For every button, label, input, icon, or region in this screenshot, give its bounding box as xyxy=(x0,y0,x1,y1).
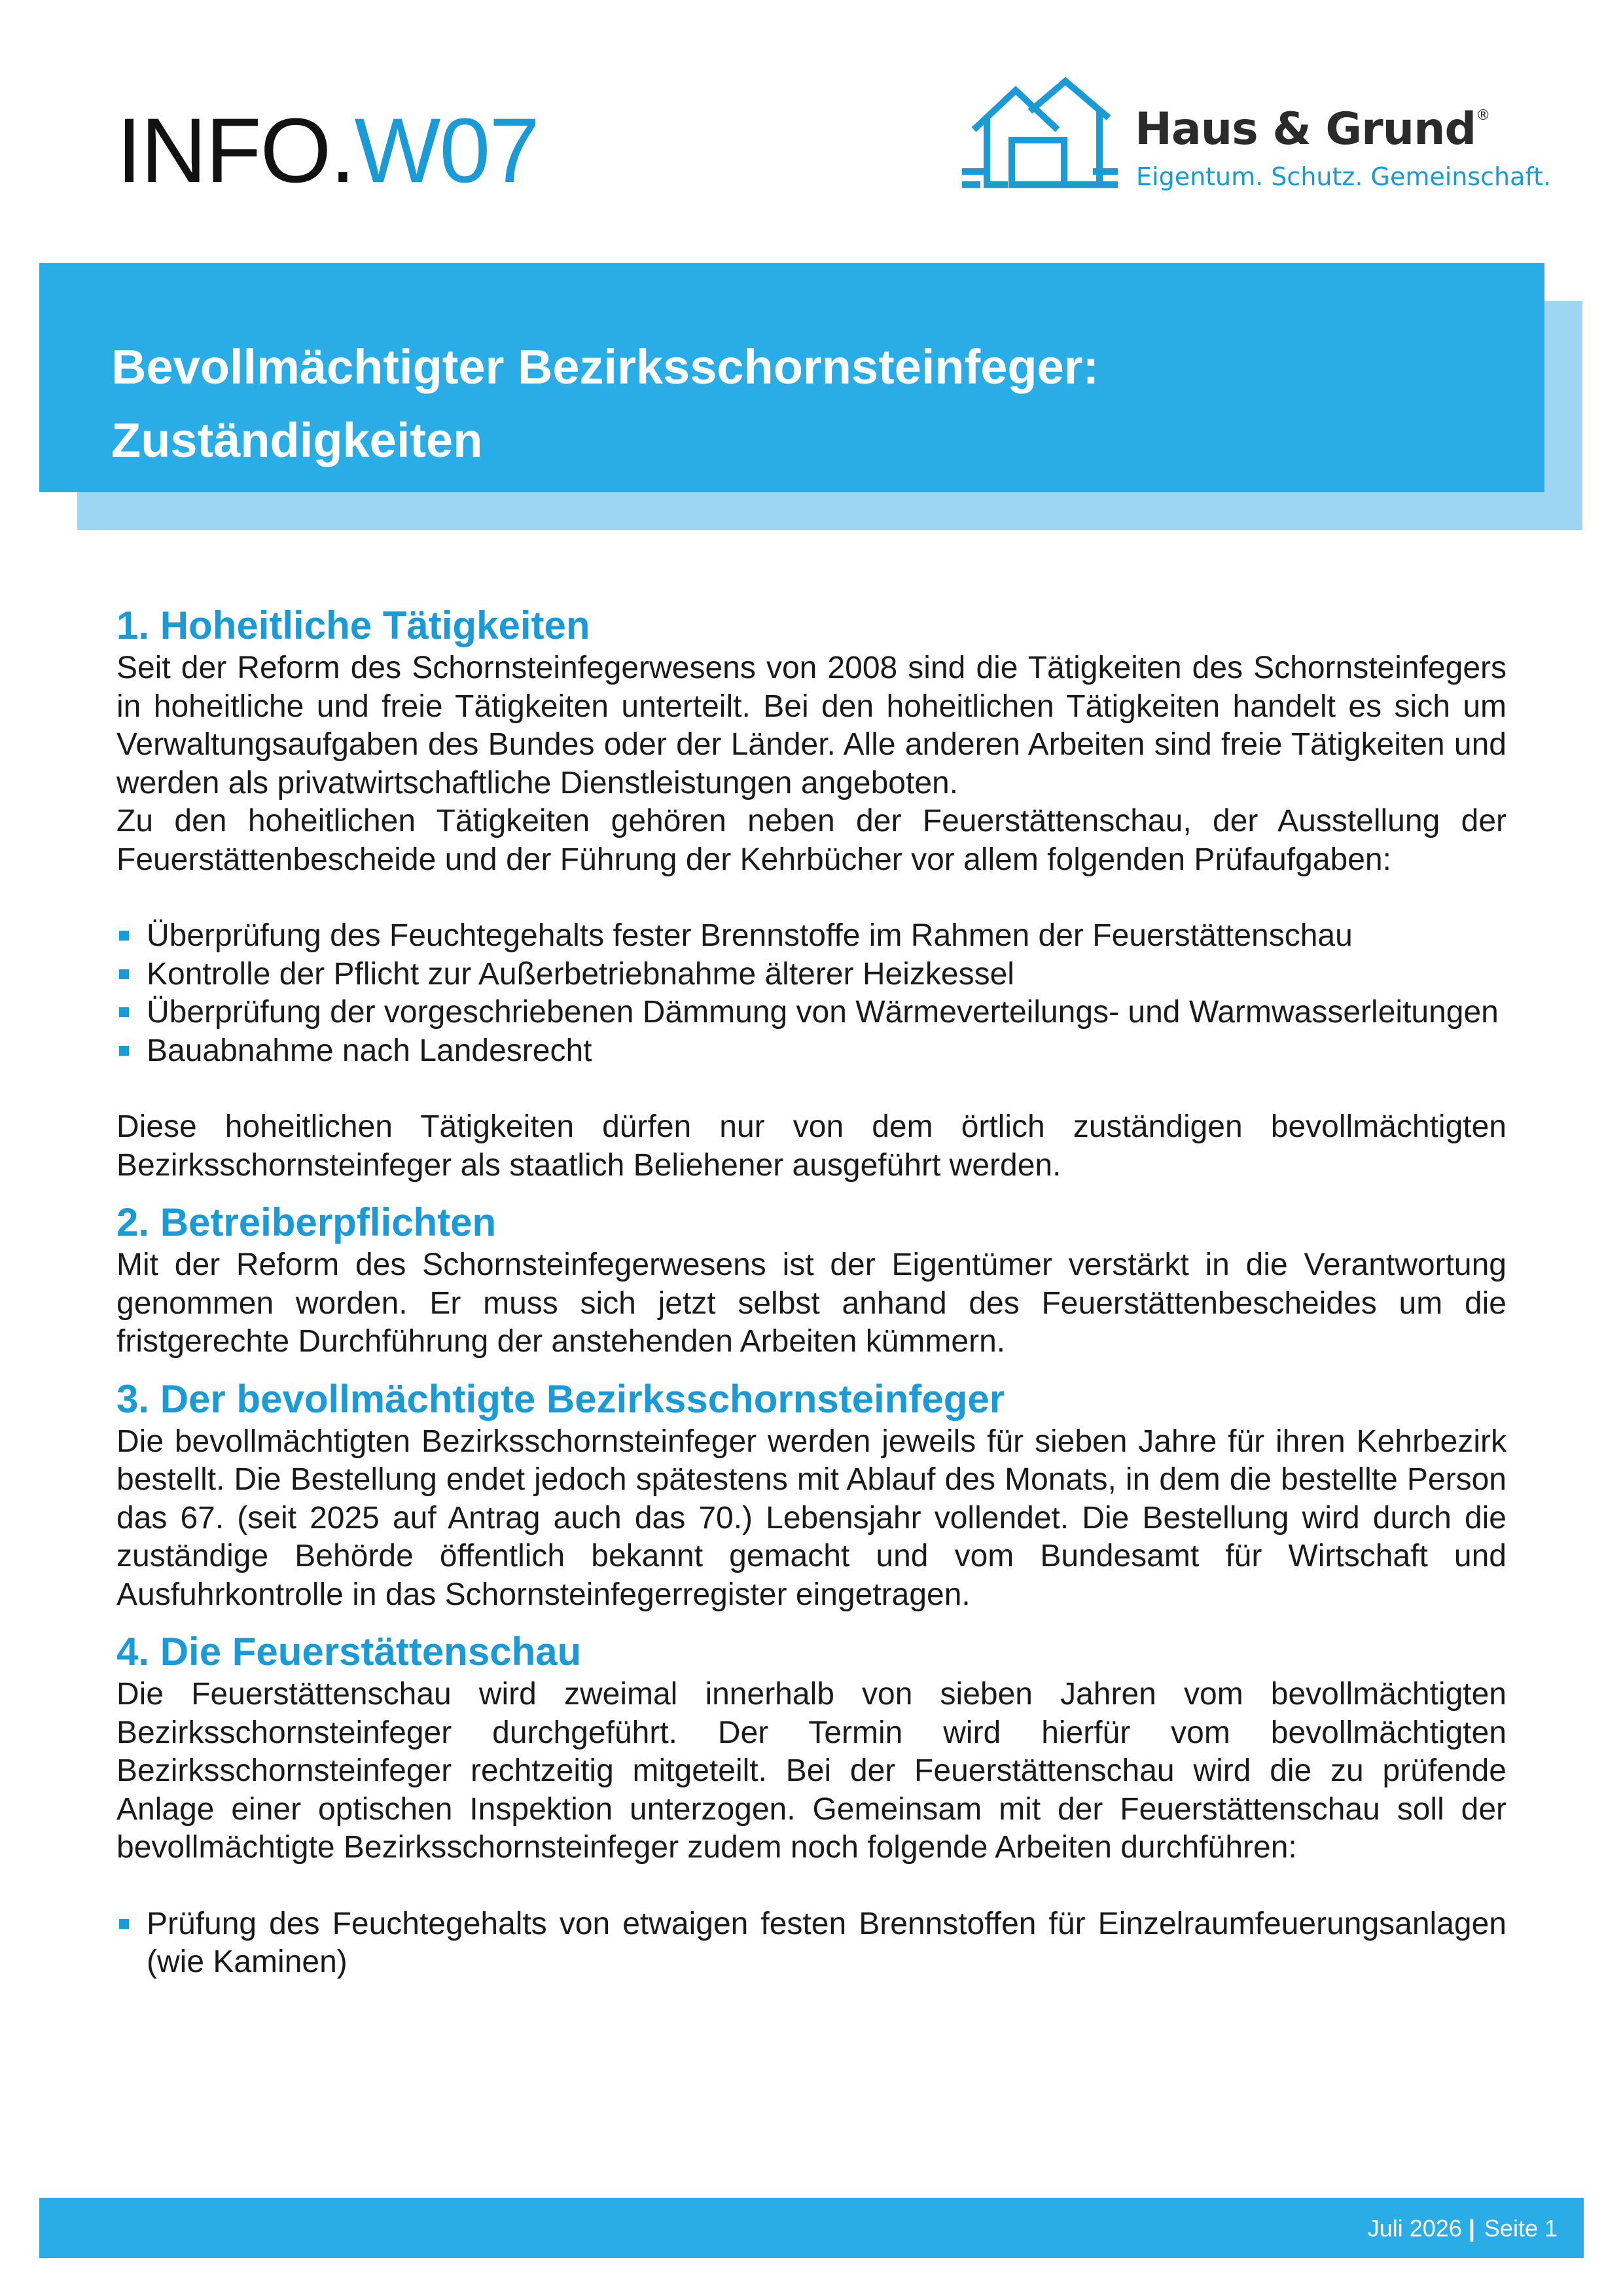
info-prefix: INFO. xyxy=(116,99,355,202)
info-code: W07 xyxy=(354,99,539,202)
logo-tagline: Eigentum. Schutz. Gemeinschaft. xyxy=(1136,162,1552,191)
footer-date: Juli 2026 xyxy=(1367,2215,1462,2242)
list-item: Prüfung des Feuchtegehalts von etwaigen festen Brennstoffen für Einzelraumfeuerungsanlagen (wie Kaminen) xyxy=(116,1905,1507,1982)
document-code xyxy=(116,99,539,202)
list-item: Bauabnahme nach Landesrecht xyxy=(116,1032,1507,1071)
paragraph: Die Feuerstättenschau wird zweimal innerhalb von sieben Jahren vom bevollmächtigten Bezirksschornsteinfeger durchgeführt. Der Termin wird hierfür vom bevollmächtigten Bezirksschornsteinfeger rechtzeitig mitgeteilt. Bei der Feuerstättenschau wird die zu prüfende Anlage einer optischen Inspektion unterzogen. Gemeinsam mit der Feuerstättenschau soll der bevollmächtigte Bezirksschornsteinfeger zudem noch folgende Arbeiten durchführen: xyxy=(116,1677,1507,1865)
page-title-line-1: Bevollmächtigter Bezirksschornsteinfeger: xyxy=(111,340,1099,394)
task-list xyxy=(116,917,1507,1070)
section-feuerstaettenschau xyxy=(116,1628,1507,1982)
page-title-line-2: Zuständigkeiten xyxy=(111,413,483,467)
task-list xyxy=(116,1905,1507,1982)
list-item: Kontrolle der Pflicht zur Außerbetriebnahme älterer Heizkessel xyxy=(116,956,1507,994)
paragraph: Die bevollmächtigten Bezirksschornsteinfeger werden jeweils für sieben Jahre für ihren Kehrbezirk bestellt. Die Bestellung endet jedoch spätestens mit Ablauf des Monats, in dem die bestellte Person das 67. (seit 2025 auf Antrag auch das 70.) Lebensjahr vollendet. Die Bestellung wird durch die zuständige Behörde öffentlich bekannt gemacht und vom Bundesamt für Wirtschaft und Ausfuhrkontrolle in das Schornsteinfegerregister eingetragen. xyxy=(116,1424,1507,1612)
footer-info xyxy=(1368,2215,1558,2242)
paragraph: Mit der Reform des Schornsteinfegerwesens ist der Eigentümer verstärkt in die Verantwortung genommen worden. Er muss sich jetzt selbst anhand des Feuerstättenbescheides um die fristgerechte Durchführung der anstehenden Arbeiten kümmern. xyxy=(116,1247,1507,1359)
list-item: Überprüfung des Feuchtegehalts fester Brennstoffe im Rahmen der Feuerstättenschau xyxy=(116,917,1507,956)
footer-bar xyxy=(39,2198,1584,2258)
paragraph: Zu den hoheitlichen Tätigkeiten gehören neben der Feuerstättenschau, der Ausstellung der Feuerstättenbescheide und der Führung der Kehrbücher vor allem folgenden Prüfaufgaben: xyxy=(116,804,1507,877)
section-betreiberpflichten xyxy=(116,1199,1507,1361)
section-heading: 4. Die Feuerstättenschau xyxy=(116,1630,582,1674)
paragraph: Diese hoheitlichen Tätigkeiten dürfen nur von dem örtlich zuständigen bevollmächtigten Bezirksschornsteinfeger als staatlich Beliehener ausgeführt werden. xyxy=(116,1109,1507,1183)
paragraph: Seit der Reform des Schornsteinfegerwesens von 2008 sind die Tätigkeiten des Schornsteinfegers in hoheitliche und freie Tätigkeiten unterteilt. Bei den hoheitlichen Tätigkeiten handelt es sich um Verwaltungsaufgaben des Bundes oder der Länder. Alle anderen Arbeiten sind freie Tätigkeiten und werden als privatwirtschaftliche Dienstleistungen angeboten. xyxy=(116,651,1507,800)
list-item: Überprüfung der vorgeschriebenen Dämmung von Wärmeverteilungs- und Warmwasserleitungen xyxy=(116,994,1507,1032)
footer-separator: | xyxy=(1468,2215,1475,2242)
house-icon xyxy=(962,73,1119,198)
main-content xyxy=(116,602,1507,1982)
page-title xyxy=(111,331,1518,477)
section-bezirksschornsteinfeger xyxy=(116,1376,1507,1615)
section-hoheitliche-taetigkeiten xyxy=(116,602,1507,1185)
section-heading: 1. Hoheitliche Tätigkeiten xyxy=(116,603,590,647)
logo-name: Haus & Grund® xyxy=(1135,103,1490,155)
haus-und-grund-logo xyxy=(962,73,1551,198)
page-number: Seite 1 xyxy=(1484,2215,1558,2242)
section-heading: 3. Der bevollmächtigte Bezirksschornsteinfeger xyxy=(116,1376,1005,1421)
section-heading: 2. Betreiberpflichten xyxy=(116,1200,497,1244)
